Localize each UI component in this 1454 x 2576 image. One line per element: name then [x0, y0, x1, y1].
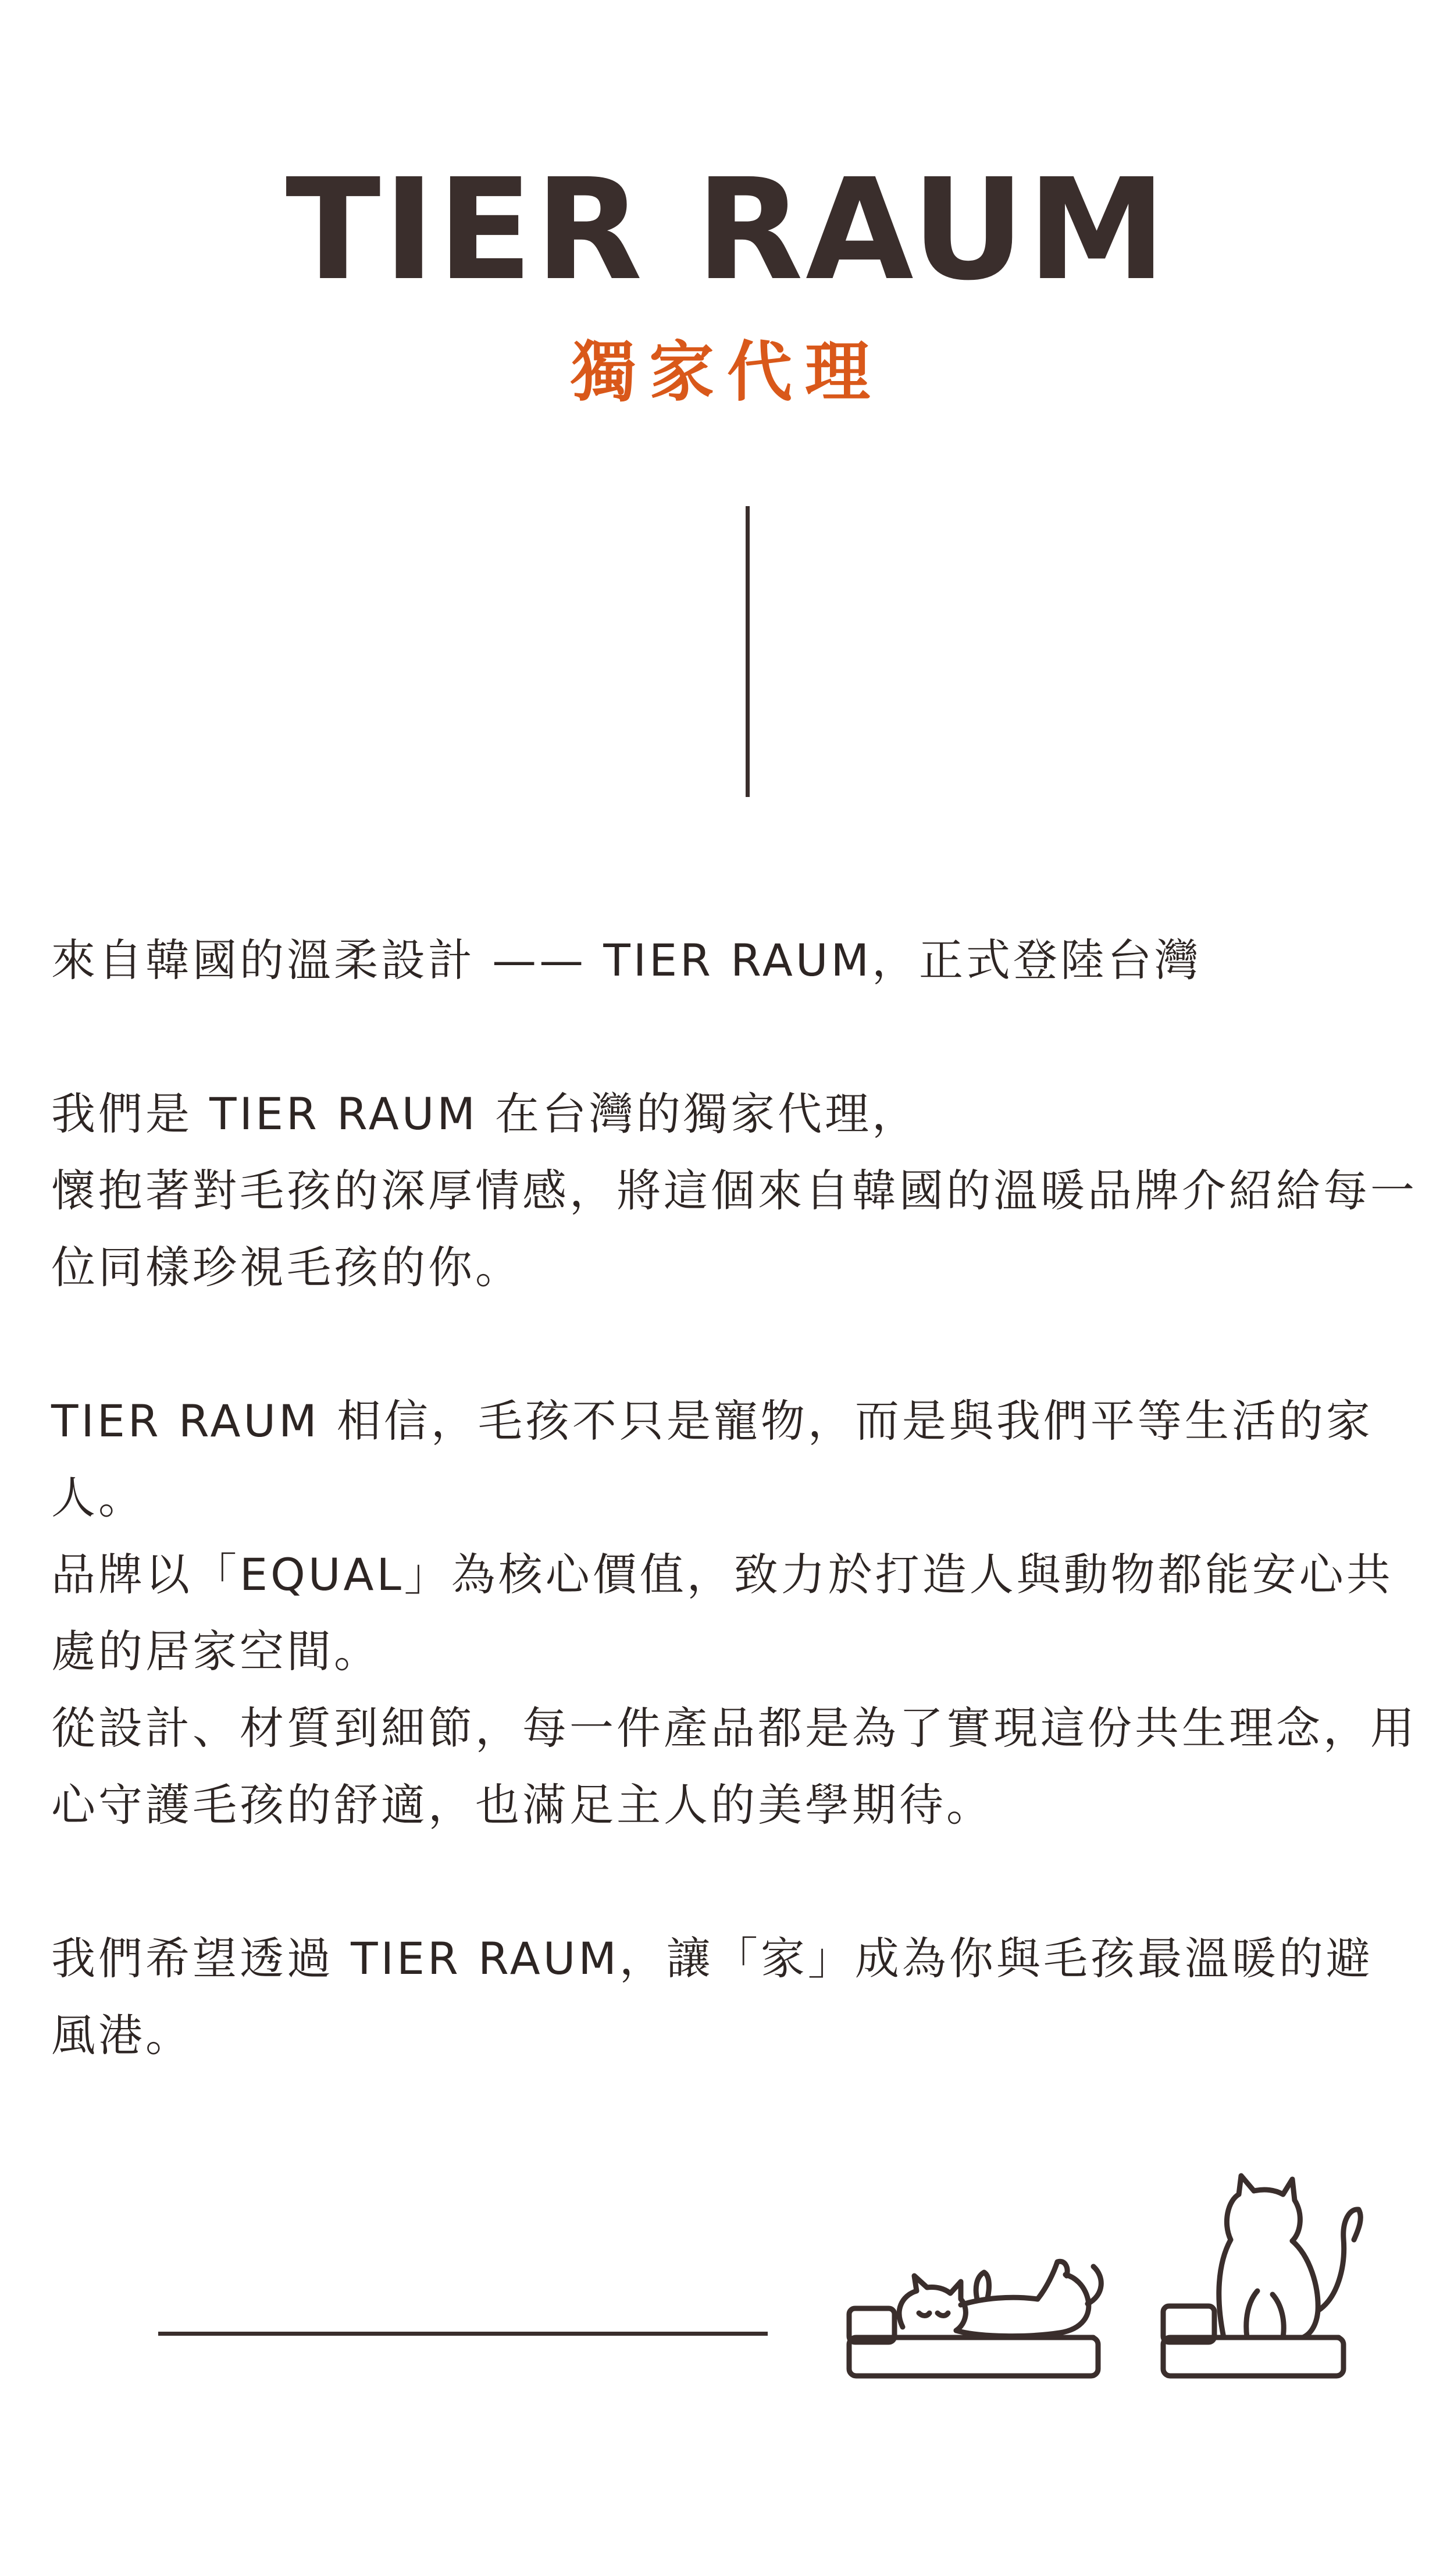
cats-on-beds-illustration-icon — [838, 2152, 1396, 2385]
paragraph-spacer — [51, 1844, 1418, 1920]
lying-cat-icon — [899, 2261, 1101, 2336]
horizontal-divider — [158, 2332, 768, 2336]
paragraph-spacer — [51, 1306, 1418, 1383]
brand-subtitle: 獨家代理 — [571, 335, 883, 410]
paragraph-closing: 我們希望透過 TIER RAUM，讓「家」成為你與毛孩最溫暖的避風港。 — [51, 1933, 1373, 2061]
sitting-cat-icon — [1219, 2176, 1360, 2337]
vertical-divider — [746, 506, 750, 797]
brand-title: TIER RAUM — [285, 148, 1169, 311]
intro-body — [51, 922, 1418, 2074]
paragraph-spacer — [51, 999, 1418, 1076]
left-pet-bed-icon — [849, 2308, 1098, 2376]
paragraph-agency: 我們是 TIER RAUM 在台灣的獨家代理， 懷抱著對毛孩的深厚情感，將這個來自韓國的溫暖品牌介紹給每一位同樣珍視毛孩的你。 — [51, 1088, 1417, 1293]
paragraph-philosophy: TIER RAUM 相信，毛孩不只是寵物，而是與我們平等生活的家人。 品牌以「EQUAL」為核心價值，致力於打造人與動物都能安心共處的居家空間。 從設計、材質到細節，每一件產品都是為了實現這份共生理念，用心守護毛孩的舒適，也滿足主人的美學期待。 — [51, 1395, 1417, 1831]
paragraph-launch: 來自韓國的溫柔設計 —— TIER RAUM，正式登陸台灣 — [51, 934, 1202, 986]
